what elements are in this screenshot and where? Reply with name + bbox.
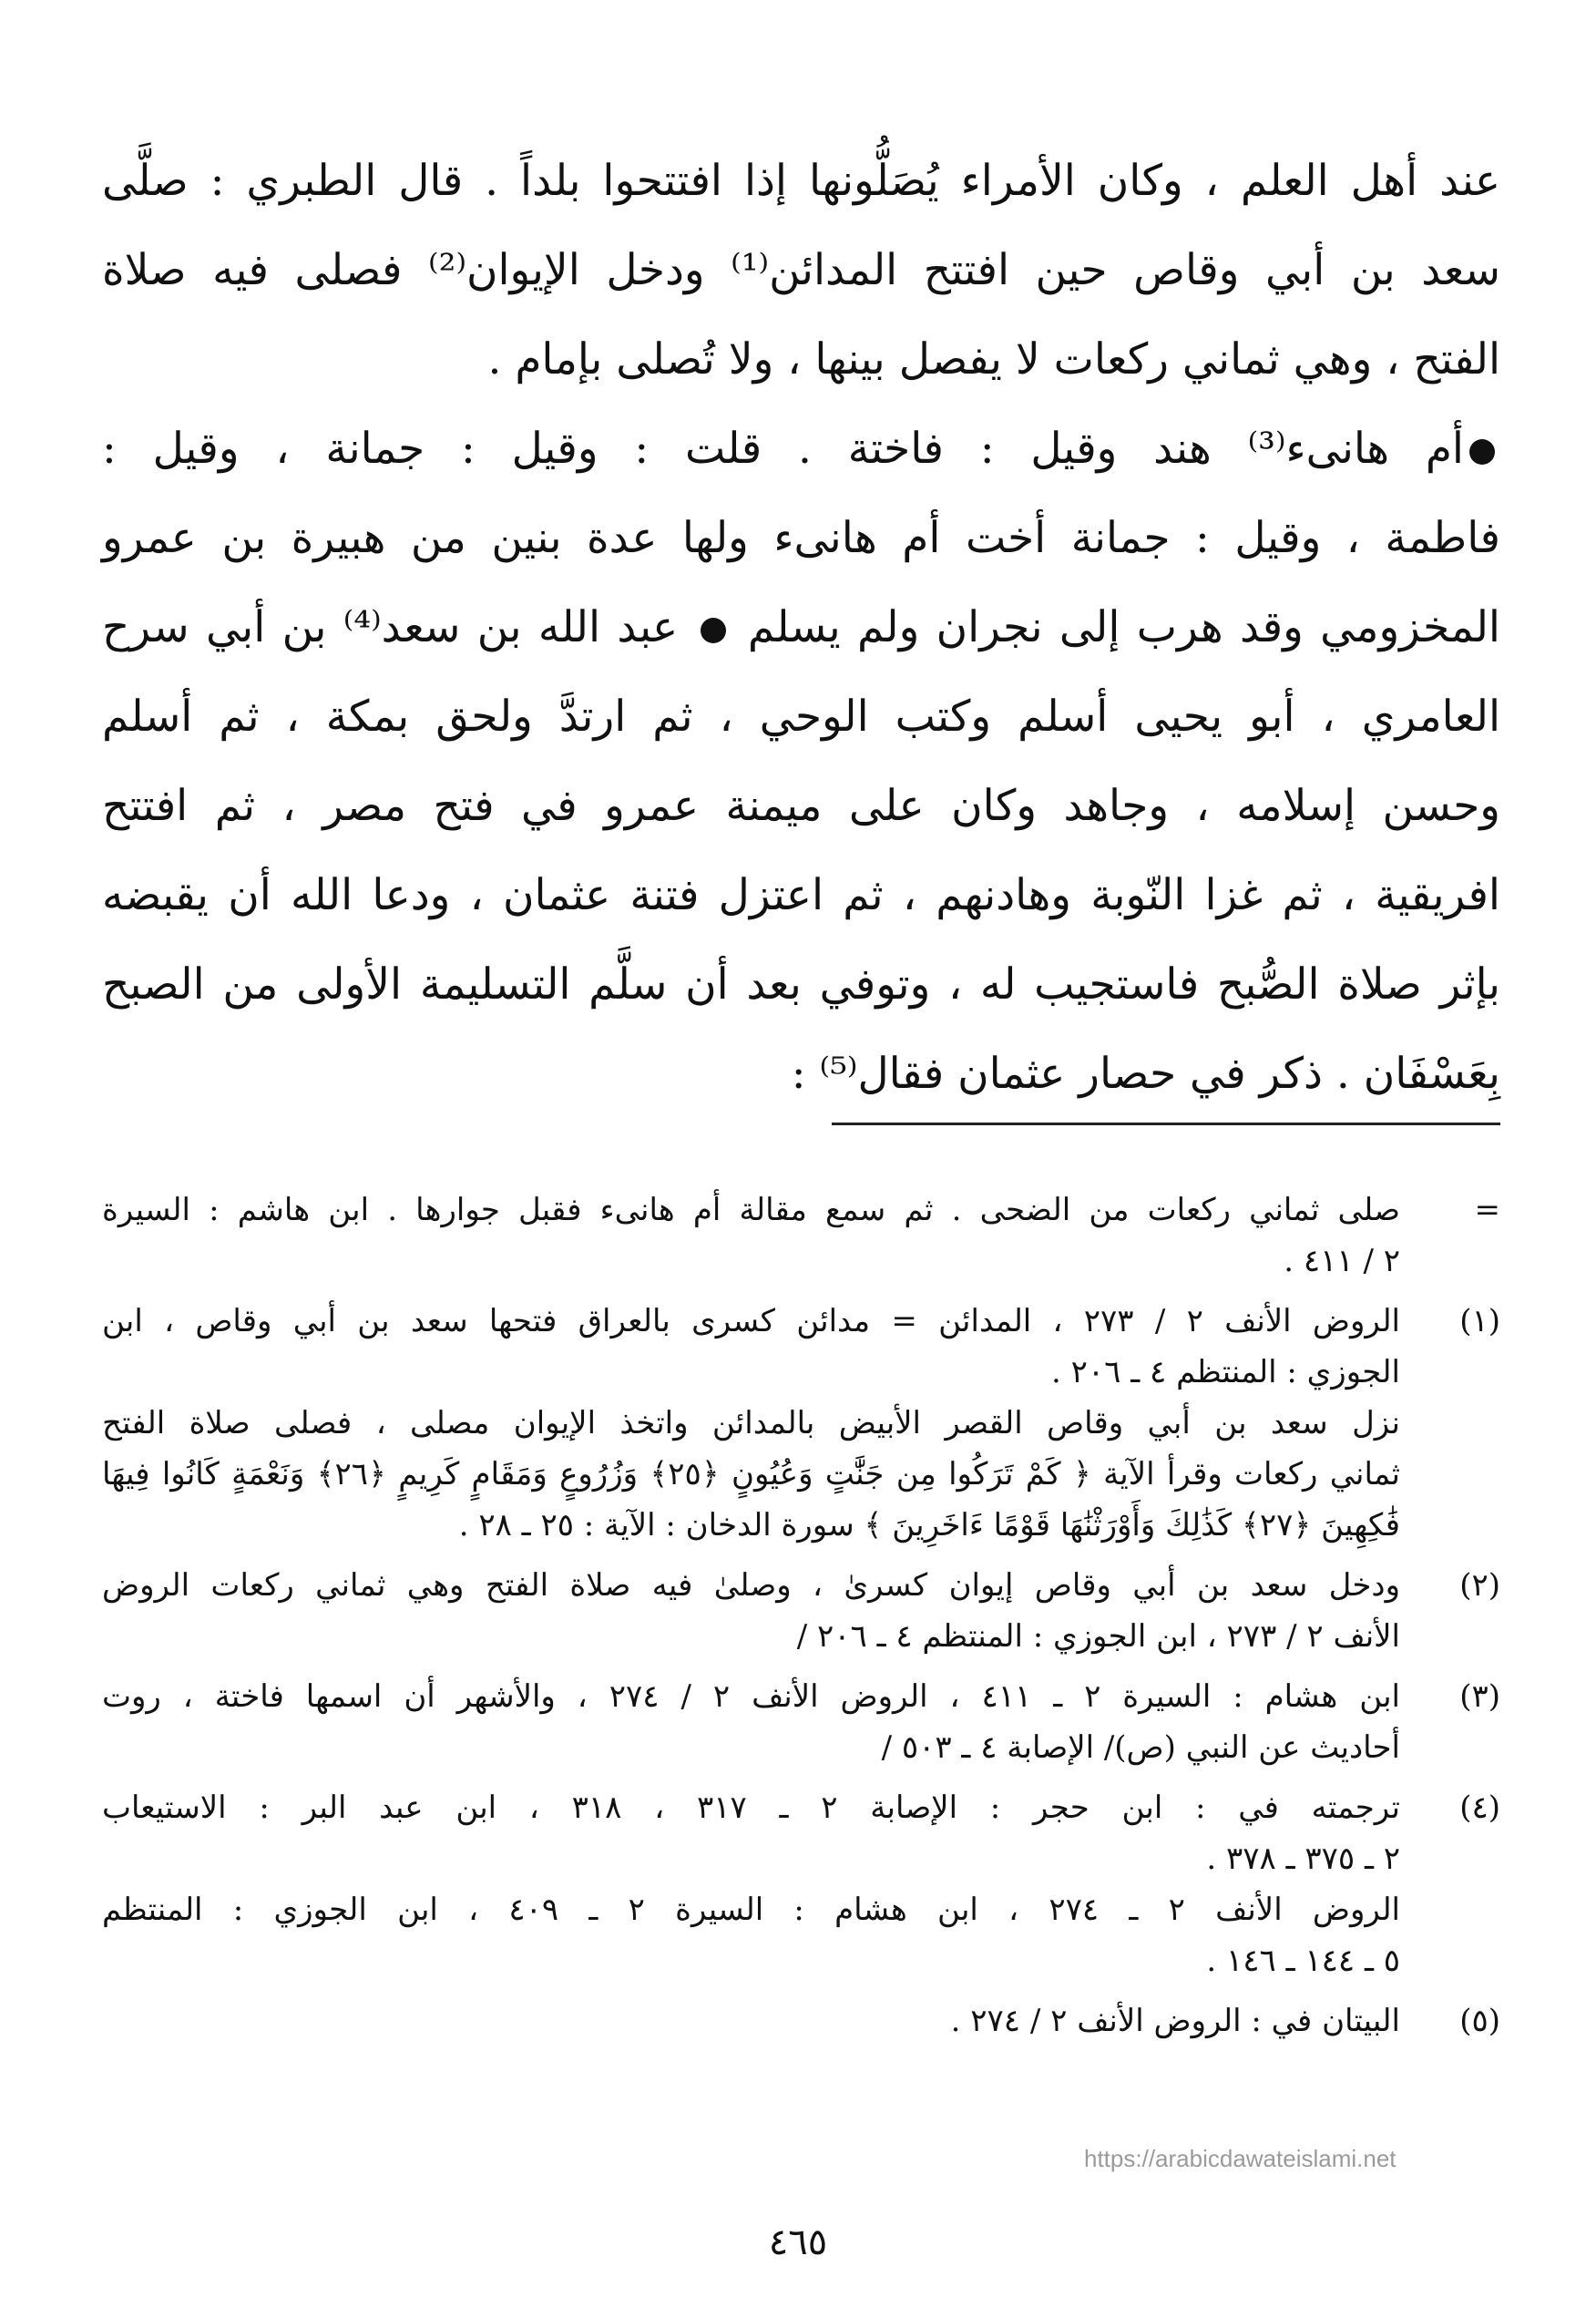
footnote-line: الروض الأنف ٢ ـ ٢٧٤ ، ابن هشام : السيرة ٢ ـ ٤٠٩ ، ابن الجوزي : المنتظم <box>102 1892 1400 1928</box>
footnote-mark: = <box>1474 1192 1500 1228</box>
footnote-1 <box>102 1296 1500 1551</box>
footnote-4 <box>102 1782 1500 1986</box>
main-text-line: بإثر صلاة الصُّبح فاستجيب له ، وتوفي بعد أن سلَّم التسليمة الأولى من الصبح <box>102 959 1500 1010</box>
footnotes <box>102 1184 1500 2056</box>
main-text-line: افريقية ، ثم غزا النّوبة وهادنهم ، ثم اعتزل فتنة عثمان ، ودعا الله أن يقبضه <box>102 870 1500 920</box>
main-text-line: بِعَسْفَان . ذكر في حصار عثمان فقال⁽⁵⁾ : <box>791 1049 1500 1099</box>
bullet-icon <box>1469 439 1495 465</box>
main-text-line <box>102 583 1500 672</box>
footnote-line: ٢ ـ ٣٧٥ ـ ٣٧٨ . <box>1206 1841 1400 1877</box>
footnote-line: الروض الأنف ٢ / ٢٧٣ ، المدائن = مدائن كسرى بالعراق فتحها سعد بن أبي وقاص ، ابن <box>102 1303 1400 1339</box>
footnote-mark: (٥) <box>1459 2003 1500 2039</box>
page-number: ٤٦٥ <box>768 2221 828 2263</box>
footnote-line: البيتان في : الروض الأنف ٢ / ٢٧٤ . <box>950 2003 1400 2039</box>
footnote-mark: (١) <box>1459 1303 1500 1339</box>
footnote-5 <box>102 1995 1500 2046</box>
main-text-line: العامري ، أبو يحيى أسلم وكتب الوحي ، ثم ارتدَّ ولحق بمكة ، ثم أسلم <box>102 692 1500 742</box>
footnote-2 <box>102 1560 1500 1662</box>
footnote-line: الأنف ٢ / ٢٧٣ ، ابن الجوزي : المنتظم ٤ ـ ٢٠٦ / <box>796 1618 1400 1655</box>
entry-text: عبد الله بن سعد⁽⁴⁾ بن أبي سرح <box>102 602 679 652</box>
footnote-line: أحاديث عن النبي (ص)/ الإصابة ٤ ـ ٥٠٣ / <box>881 1729 1400 1766</box>
main-text-line: سعد بن أبي وقاص حين افتتح المدائن⁽¹⁾ ودخل الإيوان⁽²⁾ فصلى فيه صلاة <box>102 245 1500 295</box>
main-text-line <box>102 405 1500 494</box>
footnote-continued <box>102 1184 1500 1287</box>
footnote-3 <box>102 1671 1500 1773</box>
footnote-line: الجوزي : المنتظم ٤ ـ ٢٠٦ . <box>1051 1354 1400 1390</box>
footnote-mark: (٤) <box>1459 1789 1500 1826</box>
watermark-url: https://arabicdawateislami.net <box>1084 2145 1396 2172</box>
footnote-line: ابن هشام : السيرة ٢ ـ ٤١١ ، الروض الأنف ٢ / ٢٧٤ ، والأشهر أن اسمها فاختة ، روت <box>102 1678 1401 1715</box>
footnote-line: نزل سعد بن أبي وقاص القصر الأبيض بالمدائن واتخذ الإيوان مصلى ، فصلى صلاة الفتح <box>102 1405 1400 1441</box>
main-text-line: وحسن إسلامه ، وجاهد وكان على ميمنة عمرو في فتح مصر ، ثم افتتح <box>102 781 1500 831</box>
footnote-line: ودخل سعد بن أبي وقاص إيوان كسرىٰ ، وصلىٰ فيه صلاة الفتح وهي ثماني ركعات الروض <box>102 1567 1400 1604</box>
main-text-line: الفتح ، وهي ثماني ركعات لا يفصل بينها ، ولا تُصلى بإمام . <box>487 334 1500 385</box>
main-text-line: فاطمة ، وقيل : جمانة أخت أم هانىء ولها عدة بنين من هبيرة بن عمرو <box>102 513 1500 563</box>
footnote-line: صلى ثماني ركعات من الضحى . ثم سمع مقالة أم هانىء فقبل جوارها . ابن هاشم : السيرة <box>102 1192 1400 1228</box>
footnote-line: فَٰكِهِينَ ﴿٢٧﴾ كَذَٰلِكَ وَأَوْرَثْنَٰهَا قَوْمًا ءَاخَرِينَ ﴾ سورة الدخان : الآية : ٢٥ ـ ٢٨ . <box>458 1507 1400 1543</box>
footnote-line: ترجمته في : ابن حجر : الإصابة ٢ ـ ٣١٧ ، ٣١٨ ، ابن عبد البر : الاستيعاب <box>102 1789 1400 1826</box>
footnote-mark: (٣) <box>1459 1678 1500 1715</box>
main-text <box>102 137 1500 1119</box>
footnote-line: ٢ / ٤١١ . <box>1284 1243 1400 1279</box>
footnote-mark: (٢) <box>1459 1567 1500 1604</box>
bullet-icon <box>701 618 726 643</box>
entry-text: أم هانىء⁽³⁾ هند وقيل : فاختة . قلت : وقيل : جمانة ، وقيل : <box>102 424 1464 474</box>
main-text-line: عند أهل العلم ، وكان الأمراء يُصَلُّونها إذا افتتحوا بلداً . قال الطبري : صلَّى <box>102 156 1500 206</box>
entry-text: المخزومي وقد هرب إلى نجران ولم يسلم <box>747 602 1500 652</box>
footnote-line: ثماني ركعات وقرأ الآية ﴿ كَمْ تَرَكُوا مِن جَنَّٰتٍ وَعُيُونٍ ﴿٢٥﴾ وَزُرُوعٍ وَمَقَامٍ كَرِيمٍ ﴿٢٦﴾ وَنَعْمَةٍ كَانُوا فِيهَا <box>102 1456 1400 1492</box>
footnote-separator <box>832 1123 1500 1125</box>
footnote-line: ٥ ـ ١٤٤ ـ ١٤٦ . <box>1206 1943 1400 1979</box>
